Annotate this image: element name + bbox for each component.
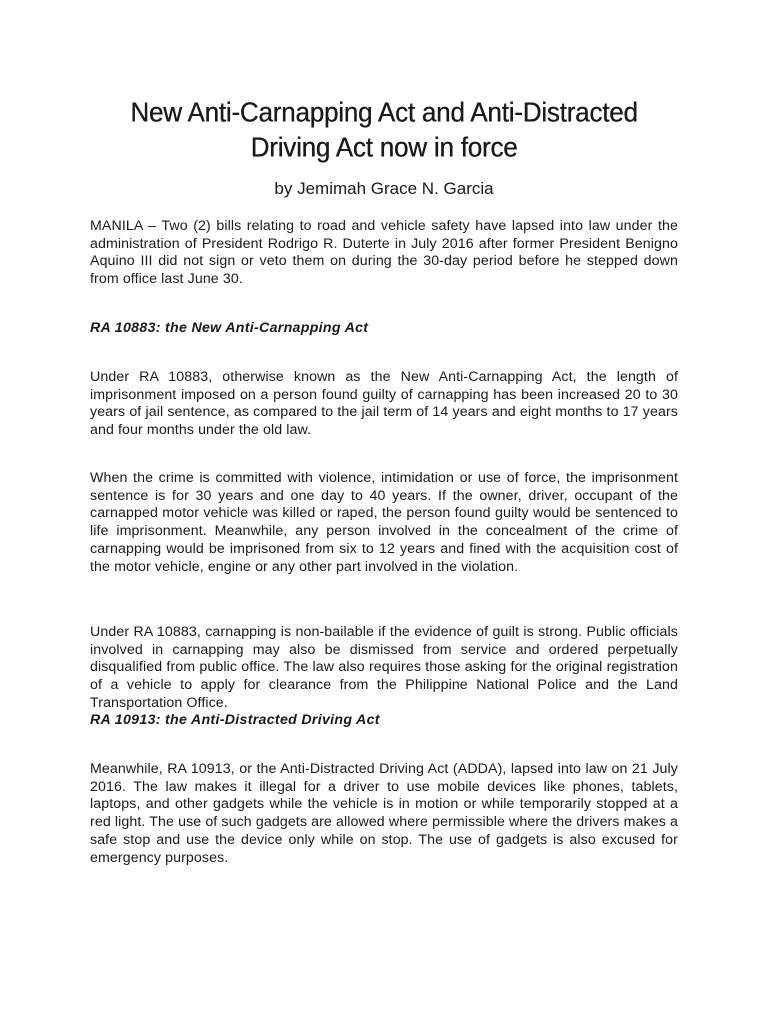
paragraph-violence-sentence: When the crime is committed with violence, intimidation or use of force, the imprisonment sentence is for 30 years and one day to 40 years. If the owner, driver, occupant of the carnapped motor vehicle was killed or raped, the person found guilty would be sentenced to life imprisonment. Meanwhile, any person involved in the concealment of the crime of carnapping would be imprisoned from six to 12 years and fined with the acquisition cost of the motor vehicle, engine or any other part involved in the violation. <box>90 470 678 575</box>
paragraph-non-bailable: Under RA 10883, carnapping is non-bailable if the evidence of guilt is strong. Public officials involved in carnapping may also be dismissed from service and ordered perpetually disqualified from public office. The law also requires those asking for the original registration of a vehicle to apply for clearance from the Philippine National Police and the Land Transportation Office. <box>90 624 678 711</box>
article-title: New Anti-Carnapping Act and Anti-Distracted Driving Act now in force <box>130 96 638 163</box>
paragraph-adda: Meanwhile, RA 10913, or the Anti-Distracted Driving Act (ADDA), lapsed into law on 21 July 2016. The law makes it illegal for a driver to use mobile devices like phones, tablets, laptops, and other gadgets while the vehicle is in motion or while temporarily stopped at a red light. The use of such gadgets are allowed where permissible where the drivers makes a safe stop and use the device only while on stop. The use of gadgets is also excused for emergency purposes. <box>90 761 678 866</box>
paragraph-intro: MANILA – Two (2) bills relating to road and vehicle safety have lapsed into law under the administration of President Rodrigo R. Duterte in July 2016 after former President Benigno Aquino III did not sign or veto them on during the 30-day period before he stepped down from office last June 30. <box>90 218 678 288</box>
section-heading-anti-distracted-driving: RA 10913: the Anti-Distracted Driving Act <box>90 712 380 728</box>
paragraph-imprisonment-length: Under RA 10883, otherwise known as the New Anti-Carnapping Act, the length of imprisonment imposed on a person found guilty of carnapping has been increased 20 to 30 years of jail sentence, as compared to the jail term of 14 years and eight months to 17 years and four months under the old law. <box>90 369 678 439</box>
section-heading-anti-carnapping: RA 10883: the New Anti-Carnapping Act <box>90 320 369 336</box>
article-byline: by Jemimah Grace N. Garcia <box>274 179 494 198</box>
